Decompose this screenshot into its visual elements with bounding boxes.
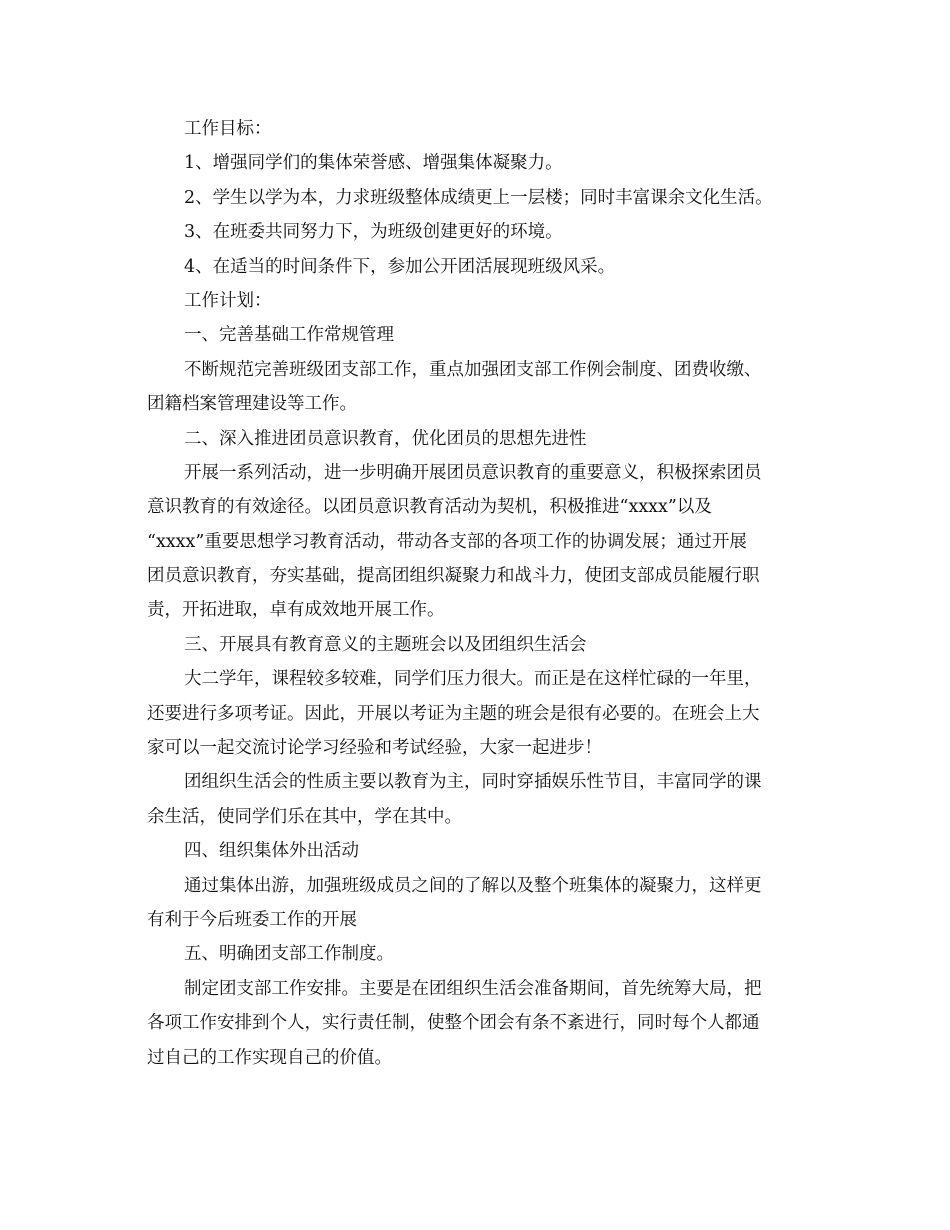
text-line: “xxxx”重要思想学习教育活动，带动各支部的各项工作的协调发展；通过开展 [147,531,747,552]
text-line: 4、在适当的时间条件下，参加公开团活展现班级风采。 [184,256,616,277]
text-line: 开展一系列活动，进一步明确开展团员意识教育的重要意义，积极探索团员 [184,462,762,483]
text-line: 四、组织集体外出活动 [184,841,359,862]
text-line: 一、完善基础工作常规管理 [184,325,394,346]
text-line: 家可以一起交流讨论学习经验和考试经验，大家一起进步！ [147,738,602,759]
text-line: 不断规范完善班级团支部工作，重点加强团支部工作例会制度、团费收缴、 [184,359,762,380]
text-line: 各项工作安排到个人，实行责任制，使整个团会有条不紊进行，同时每个人都通 [147,1013,760,1034]
text-line: 团籍档案管理建设等工作。 [147,394,357,415]
text-line: 工作目标： [184,119,272,139]
document-body [147,112,807,1075]
text-line: 过自己的工作实现自己的价值。 [147,1047,392,1068]
text-line: 通过集体出游，加强班级成员之间的了解以及整个班集体的凝聚力，这样更 [184,875,762,896]
text-line: 大二学年，课程较多较难，同学们压力很大。而正是在这样忙碌的一年里， [184,669,762,690]
text-line: 有利于今后班委工作的开展 [147,909,357,930]
text-line: 2、学生以学为本，力求班级整体成绩更上一层楼；同时丰富课余文化生活。 [184,187,773,208]
text-line: 3、在班委共同努力下，为班级创建更好的环境。 [184,222,563,243]
text-line: 还要进行多项考证。因此，开展以考证为主题的班会是很有必要的。在班会上大 [147,703,760,724]
text-line: 三、开展具有教育意义的主题班会以及团组织生活会 [184,634,587,655]
text-line: 二、深入推进团员意识教育，优化团员的思想先进性 [184,428,587,449]
text-line: 余生活，使同学们乐在其中，学在其中。 [147,806,462,827]
text-line: 工作计划： [184,290,272,311]
text-line: 1、增强同学们的集体荣誉感、增强集体凝聚力。 [184,153,563,174]
text-line: 团员意识教育，夯实基础，提高团组织凝聚力和战斗力，使团支部成员能履行职 [147,566,760,587]
text-line: 制定团支部工作安排。主要是在团组织生活会准备期间，首先统筹大局，把 [184,978,762,999]
text-line: 责，开拓进取，卓有成效地开展工作。 [147,600,445,621]
text-line: 团组织生活会的性质主要以教育为主，同时穿插娱乐性节目，丰富同学的课 [184,772,762,793]
text-line: 五、明确团支部工作制度。 [184,944,394,965]
text-line: 意识教育的有效途径。以团员意识教育活动为契机，积极推进“xxxx”以及 [147,497,712,518]
